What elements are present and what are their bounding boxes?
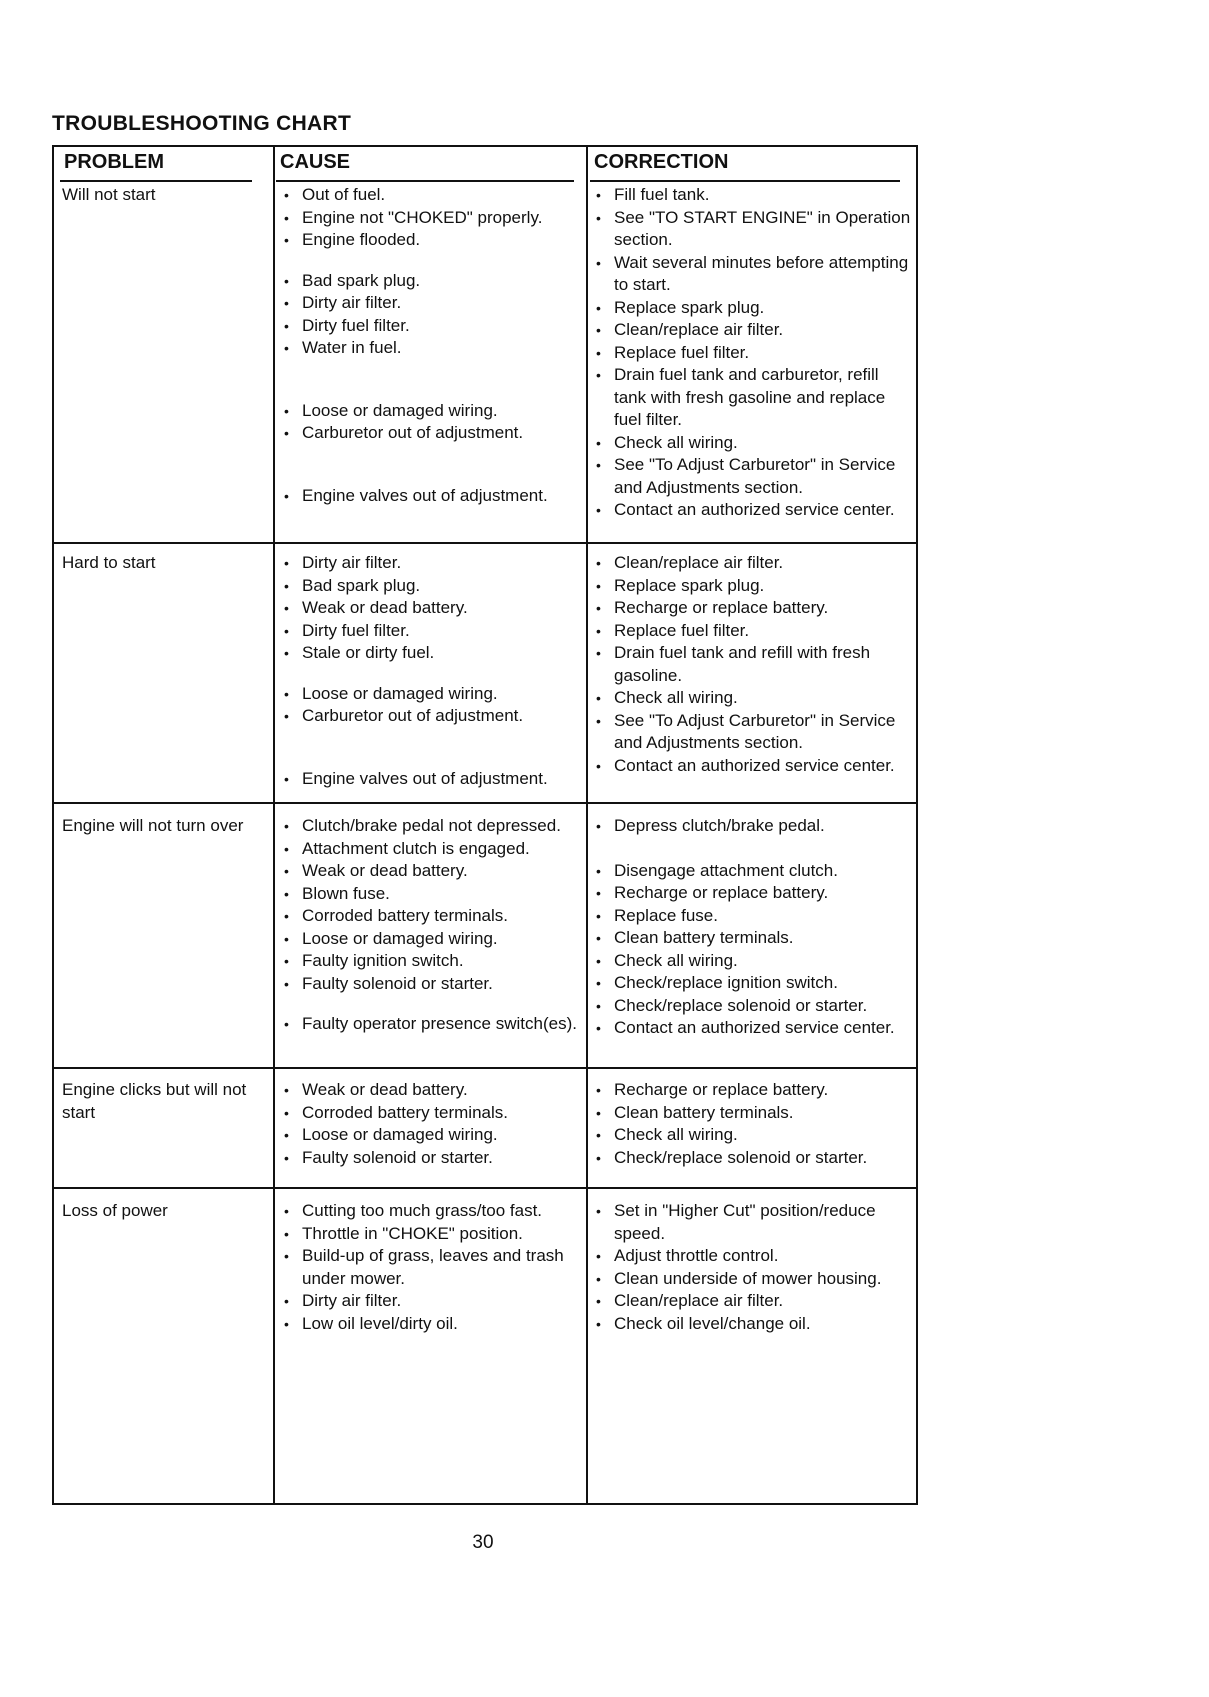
- list-item: • Contact an authorized service center.: [592, 1017, 914, 1040]
- list-item: • Weak or dead battery.: [280, 860, 580, 883]
- list-item: • Engine valves out of adjustment.: [280, 768, 580, 791]
- list-item: • Dirty air filter.: [280, 292, 580, 315]
- list-item: • Drain fuel tank and carburetor, refill tank with fresh gasoline and replace fuel filter.: [592, 364, 914, 432]
- list-item: • Drain fuel tank and refill with fresh gasoline.: [592, 642, 914, 687]
- cause-list: [280, 1200, 580, 1335]
- list-item: • Check all wiring.: [592, 687, 914, 710]
- list-item: • Bad spark plug.: [280, 575, 580, 598]
- list-item: • Dirty air filter.: [280, 1290, 580, 1313]
- list-item: • Engine valves out of adjustment.: [280, 485, 580, 508]
- list-item: • Clean battery terminals.: [592, 927, 914, 950]
- list-item: • Replace fuel filter.: [592, 620, 914, 643]
- list-item: • Faulty ignition switch.: [280, 950, 580, 973]
- list-item: • Stale or dirty fuel.: [280, 642, 580, 665]
- problem-cell: Engine clicks but will not start: [62, 1080, 247, 1122]
- list-item: • Blown fuse.: [280, 883, 580, 906]
- list-item: • Replace fuel filter.: [592, 342, 914, 365]
- list-item: • Carburetor out of adjustment.: [280, 422, 580, 445]
- list-item: • Faulty operator presence switch(es).: [280, 1013, 580, 1036]
- list-item: • Dirty air filter.: [280, 552, 580, 575]
- list-item: • Recharge or replace battery.: [592, 1079, 914, 1102]
- list-item: • Dirty fuel filter.: [280, 315, 580, 338]
- list-item: • Replace spark plug.: [592, 297, 914, 320]
- correction-list: [592, 1079, 914, 1169]
- list-item: • Water in fuel.: [280, 337, 580, 360]
- list-item: • Replace fuse.: [592, 905, 914, 928]
- list-item: • Faulty solenoid or starter.: [280, 973, 580, 996]
- list-item: • Check all wiring.: [592, 950, 914, 973]
- list-item: • Engine flooded.: [280, 229, 580, 252]
- list-item: • Loose or damaged wiring.: [280, 400, 580, 423]
- problem-cell: Engine will not turn over: [62, 816, 244, 835]
- problem-cell: Will not start: [62, 185, 156, 204]
- list-item: • See "To Adjust Carburetor" in Service and Adjustments section.: [592, 710, 914, 755]
- row-divider: [54, 1067, 916, 1069]
- list-item: • Clutch/brake pedal not depressed.: [280, 815, 580, 838]
- header-cause: CAUSE: [280, 151, 351, 173]
- troubleshooting-table: [52, 145, 918, 1505]
- list-item: • Dirty fuel filter.: [280, 620, 580, 643]
- list-item: • Check all wiring.: [592, 1124, 914, 1147]
- list-item: • Weak or dead battery.: [280, 1079, 580, 1102]
- list-item: • Contact an authorized service center.: [592, 499, 914, 522]
- list-item: • Low oil level/dirty oil.: [280, 1313, 580, 1336]
- list-item: • Throttle in "CHOKE" position.: [280, 1223, 580, 1246]
- cause-list: [280, 552, 580, 790]
- list-item: • Check/replace ignition switch.: [592, 972, 914, 995]
- page-number: 30: [472, 1532, 494, 1553]
- list-item: • Bad spark plug.: [280, 270, 580, 293]
- list-item: • Depress clutch/brake pedal.: [592, 815, 914, 838]
- row-divider: [54, 802, 916, 804]
- list-item: • Check/replace solenoid or starter.: [592, 995, 914, 1018]
- row-divider: [54, 1187, 916, 1189]
- list-item: • Clean/replace air filter.: [592, 1290, 914, 1313]
- list-item: • Contact an authorized service center.: [592, 755, 914, 778]
- list-item: • Attachment clutch is engaged.: [280, 838, 580, 861]
- list-item: • Check all wiring.: [592, 432, 914, 455]
- list-item: • See "To Adjust Carburetor" in Service and Adjustments section.: [592, 454, 914, 499]
- list-item: • Loose or damaged wiring.: [280, 683, 580, 706]
- correction-list: [592, 815, 914, 1040]
- list-item: • Corroded battery terminals.: [280, 1102, 580, 1125]
- correction-list: [592, 184, 914, 522]
- list-item: • Clean/replace air filter.: [592, 319, 914, 342]
- column-divider: [273, 147, 275, 1503]
- correction-list: [592, 552, 914, 777]
- list-item: • Replace spark plug.: [592, 575, 914, 598]
- list-item: • Corroded battery terminals.: [280, 905, 580, 928]
- list-item: • See "TO START ENGINE" in Operation section.: [592, 207, 914, 252]
- list-item: • Cutting too much grass/too fast.: [280, 1200, 580, 1223]
- list-item: • Clean underside of mower housing.: [592, 1268, 914, 1291]
- list-item: • Adjust throttle control.: [592, 1245, 914, 1268]
- list-item: • Weak or dead battery.: [280, 597, 580, 620]
- header-problem: PROBLEM: [64, 151, 164, 173]
- list-item: • Engine not "CHOKED" properly.: [280, 207, 580, 230]
- list-item: • Loose or damaged wiring.: [280, 928, 580, 951]
- list-item: • Faulty solenoid or starter.: [280, 1147, 580, 1170]
- list-item: • Recharge or replace battery.: [592, 882, 914, 905]
- list-item: • Carburetor out of adjustment.: [280, 705, 580, 728]
- header-underline: [590, 180, 900, 182]
- problem-cell: Loss of power: [62, 1201, 168, 1220]
- header-underline: [276, 180, 574, 182]
- list-item: • Wait several minutes before attempting to start.: [592, 252, 914, 297]
- header-underline: [60, 180, 252, 182]
- problem-cell: Hard to start: [62, 553, 156, 572]
- list-item: • Clean/replace air filter.: [592, 552, 914, 575]
- cause-list: [280, 184, 580, 507]
- list-item: • Set in "Higher Cut" position/reduce speed.: [592, 1200, 914, 1245]
- list-item: • Recharge or replace battery.: [592, 597, 914, 620]
- page-title: TROUBLESHOOTING CHART: [52, 112, 352, 135]
- list-item: • Loose or damaged wiring.: [280, 1124, 580, 1147]
- cause-list: [280, 815, 580, 1036]
- list-item: • Check oil level/change oil.: [592, 1313, 914, 1336]
- row-divider: [54, 542, 916, 544]
- list-item: • Out of fuel.: [280, 184, 580, 207]
- list-item: • Build-up of grass, leaves and trash under mower.: [280, 1245, 580, 1290]
- correction-list: [592, 1200, 914, 1335]
- cause-list: [280, 1079, 580, 1169]
- column-divider: [586, 147, 588, 1503]
- list-item: • Clean battery terminals.: [592, 1102, 914, 1125]
- list-item: • Disengage attachment clutch.: [592, 860, 914, 883]
- list-item: • Fill fuel tank.: [592, 184, 914, 207]
- list-item: • Check/replace solenoid or starter.: [592, 1147, 914, 1170]
- header-correction: CORRECTION: [594, 151, 729, 173]
